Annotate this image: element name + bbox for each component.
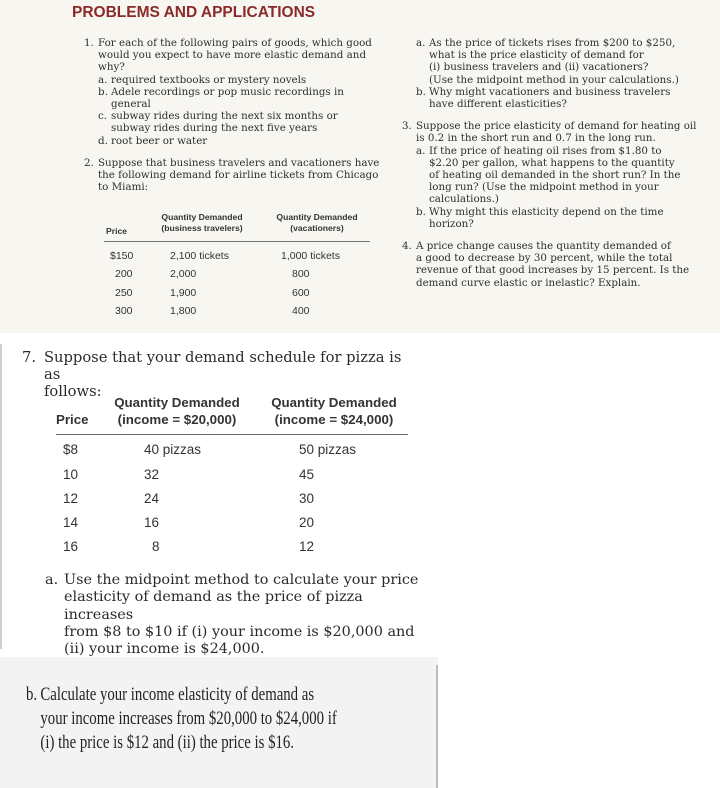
table-cell: 30 <box>299 491 315 506</box>
question-text-line: Suppose the price elasticity of demand for heating oil <box>416 120 697 133</box>
question-1-part-d <box>98 135 384 147</box>
question-7 <box>22 349 422 400</box>
part-letter: c. <box>98 110 108 123</box>
part-text-line: (ii) your income is $24,000. <box>64 641 265 658</box>
table-header-price: Price <box>56 412 89 427</box>
question-text-line: For each of the following pairs of goods, which good <box>98 37 372 49</box>
question-2-part-a <box>416 37 702 86</box>
part-text-line: As the price of tickets rises from $200 to $250, <box>429 37 676 49</box>
part-text-line: Use the midpoint method to calculate your price <box>64 572 419 588</box>
part-text-line: (i) the price is $12 and (ii) the price is $16. <box>40 733 294 753</box>
question-4 <box>402 240 702 289</box>
question-number: 2. <box>84 156 94 169</box>
question-2-part-b <box>416 86 702 110</box>
table-cell: 8 <box>152 539 160 554</box>
table-cell: 400 <box>292 305 310 317</box>
part-text-line: subway rides during the next five years <box>111 122 318 135</box>
question-text-line: Suppose that your demand schedule for pizza is as <box>44 349 402 383</box>
table-cell: 24 <box>144 491 160 506</box>
header-line: (business travelers) <box>161 223 243 233</box>
table-cell: 10 <box>63 467 79 482</box>
part-text-line: elasticity of demand as the price of pizza increases <box>64 589 363 623</box>
table-cell: 14 <box>63 515 79 530</box>
part-text-line: Why might vacationers and business travelers <box>429 85 671 98</box>
table-header-vacation <box>264 212 370 234</box>
table-cell: 16 <box>63 539 79 554</box>
question-2-continued <box>402 37 702 110</box>
table-cell: 12 <box>299 539 315 554</box>
question-1 <box>84 37 384 147</box>
question-text-line: revenue of that good increases by 15 percent. Is the <box>416 264 690 277</box>
table-cell: 40 pizzas <box>144 442 202 457</box>
header-line: Quantity Demanded <box>276 212 358 222</box>
part-text-line: required textbooks or mystery novels <box>111 73 307 86</box>
part-text-line: If the price of heating oil rises from $1.80 to <box>429 144 662 157</box>
table-cell: 800 <box>292 268 310 280</box>
table-cell: 1,800 <box>170 305 197 317</box>
question-number: 4. <box>402 240 412 253</box>
part-a-body <box>45 572 430 658</box>
part-text-line: what is the price elasticity of demand for <box>429 49 644 62</box>
table-cell: 1,900 <box>170 287 197 299</box>
table-cell: 2,100 tickets <box>170 250 229 262</box>
part-text-line: (i) business travelers and (ii) vacationers? <box>429 61 649 74</box>
table-cell: 16 <box>144 515 160 530</box>
part-text-line: horizon? <box>429 217 474 230</box>
question-7-part-b <box>26 683 402 755</box>
question-text-line: a good to decrease by 30 percent, while the total <box>416 252 673 265</box>
header-line: Quantity Demanded <box>114 395 240 410</box>
part-text-line: Why might this elasticity depend on the time <box>429 205 664 218</box>
card-border <box>436 665 438 788</box>
table-cell: 600 <box>292 287 310 299</box>
question-number: 3. <box>402 120 412 133</box>
part-letter: b. <box>416 205 426 218</box>
question-2 <box>84 157 384 194</box>
question-text-line: follows: <box>44 383 102 400</box>
part-text-line: Calculate your income elasticity of demand as <box>40 685 315 705</box>
part-letter: b. <box>416 85 426 98</box>
part-text-line: Adele recordings or pop music recordings in <box>111 85 344 98</box>
part-text-line: (Use the midpoint method in your calculations.) <box>429 73 679 86</box>
question-1-part-c <box>98 110 384 134</box>
part-text-line: general <box>111 98 151 111</box>
part-text-line: of heating oil demanded in the short run? In the <box>429 169 681 182</box>
question-text-line: demand curve elastic or inelastic? Explain. <box>416 276 641 289</box>
part-letter: b. <box>26 685 38 705</box>
question-7-prompt <box>22 349 422 400</box>
question-text-line: to Miami: <box>98 181 149 194</box>
left-column <box>84 37 384 193</box>
part-letter: b. <box>98 85 108 98</box>
question-number: 7. <box>22 349 37 366</box>
part-text-line: $2.20 per gallon, what happens to the quantity <box>429 156 675 169</box>
table-cell: 20 <box>299 515 315 530</box>
header-line: Quantity Demanded <box>271 395 397 410</box>
header-line: Quantity Demanded <box>161 212 243 222</box>
table-header-price: Price <box>106 226 128 236</box>
question-1-part-b <box>98 86 384 110</box>
part-text-line: from $8 to $10 if (i) your income is $20,000 and <box>64 623 415 640</box>
header-line: (income = $20,000) <box>117 412 237 427</box>
question-3-part-a <box>416 145 702 206</box>
part-letter: a. <box>416 37 426 49</box>
table-cell: 250 <box>115 287 133 299</box>
table-cell: 50 pizzas <box>299 442 357 457</box>
table-divider <box>56 434 408 435</box>
part-text-line: long run? (Use the midpoint method in your <box>429 181 659 194</box>
right-column <box>402 37 702 289</box>
table-cell: 2,000 <box>170 268 197 280</box>
table-header-income-20000 <box>104 394 250 428</box>
card-border <box>0 344 2 649</box>
table-header-income-24000 <box>262 394 406 428</box>
part-text-line: calculations.) <box>429 193 499 206</box>
table-cell: 300 <box>115 305 133 317</box>
question-number: 1. <box>84 37 94 49</box>
table-cell: 45 <box>299 467 315 482</box>
question-3-part-b <box>416 206 702 230</box>
question-text-line: is 0.2 in the short run and 0.7 in the long run. <box>416 132 656 145</box>
header-line: (vacationers) <box>290 223 344 233</box>
part-text-line: have different elasticities? <box>429 98 567 111</box>
table-cell: 32 <box>144 467 160 482</box>
question-text-line: A price change causes the quantity demanded of <box>416 240 671 253</box>
question-text-line: the following demand for airline tickets from Chicago <box>98 169 379 182</box>
table-cell: 1,000 tickets <box>281 250 340 262</box>
part-b-body <box>26 683 402 755</box>
question-7-part-a <box>45 572 430 658</box>
part-text-line: subway rides during the next six months or <box>111 110 338 123</box>
part-text-line: your income increases from $20,000 to $24,000 if <box>40 709 337 729</box>
part-letter: d. <box>98 134 108 147</box>
question-1-part-a <box>98 74 384 86</box>
table-cell: $8 <box>63 442 79 457</box>
table-header-business <box>148 212 256 234</box>
table-cell: 12 <box>63 491 79 506</box>
question-text-line: why? <box>98 61 125 74</box>
part-letter: a. <box>45 572 59 588</box>
table-cell: 200 <box>115 268 133 280</box>
question-text-line: would you expect to have more elastic demand and <box>98 49 367 62</box>
part-text-line: root beer or water <box>111 134 208 147</box>
question-text-line: Suppose that business travelers and vacationers have <box>98 156 380 169</box>
part-letter: a. <box>416 144 426 157</box>
question-3 <box>402 120 702 230</box>
table-divider <box>104 241 370 242</box>
table-cell: $150 <box>110 250 134 262</box>
section-title: PROBLEMS AND APPLICATIONS <box>72 4 316 21</box>
header-line: (income = $24,000) <box>274 412 394 427</box>
part-letter: a. <box>98 73 108 86</box>
